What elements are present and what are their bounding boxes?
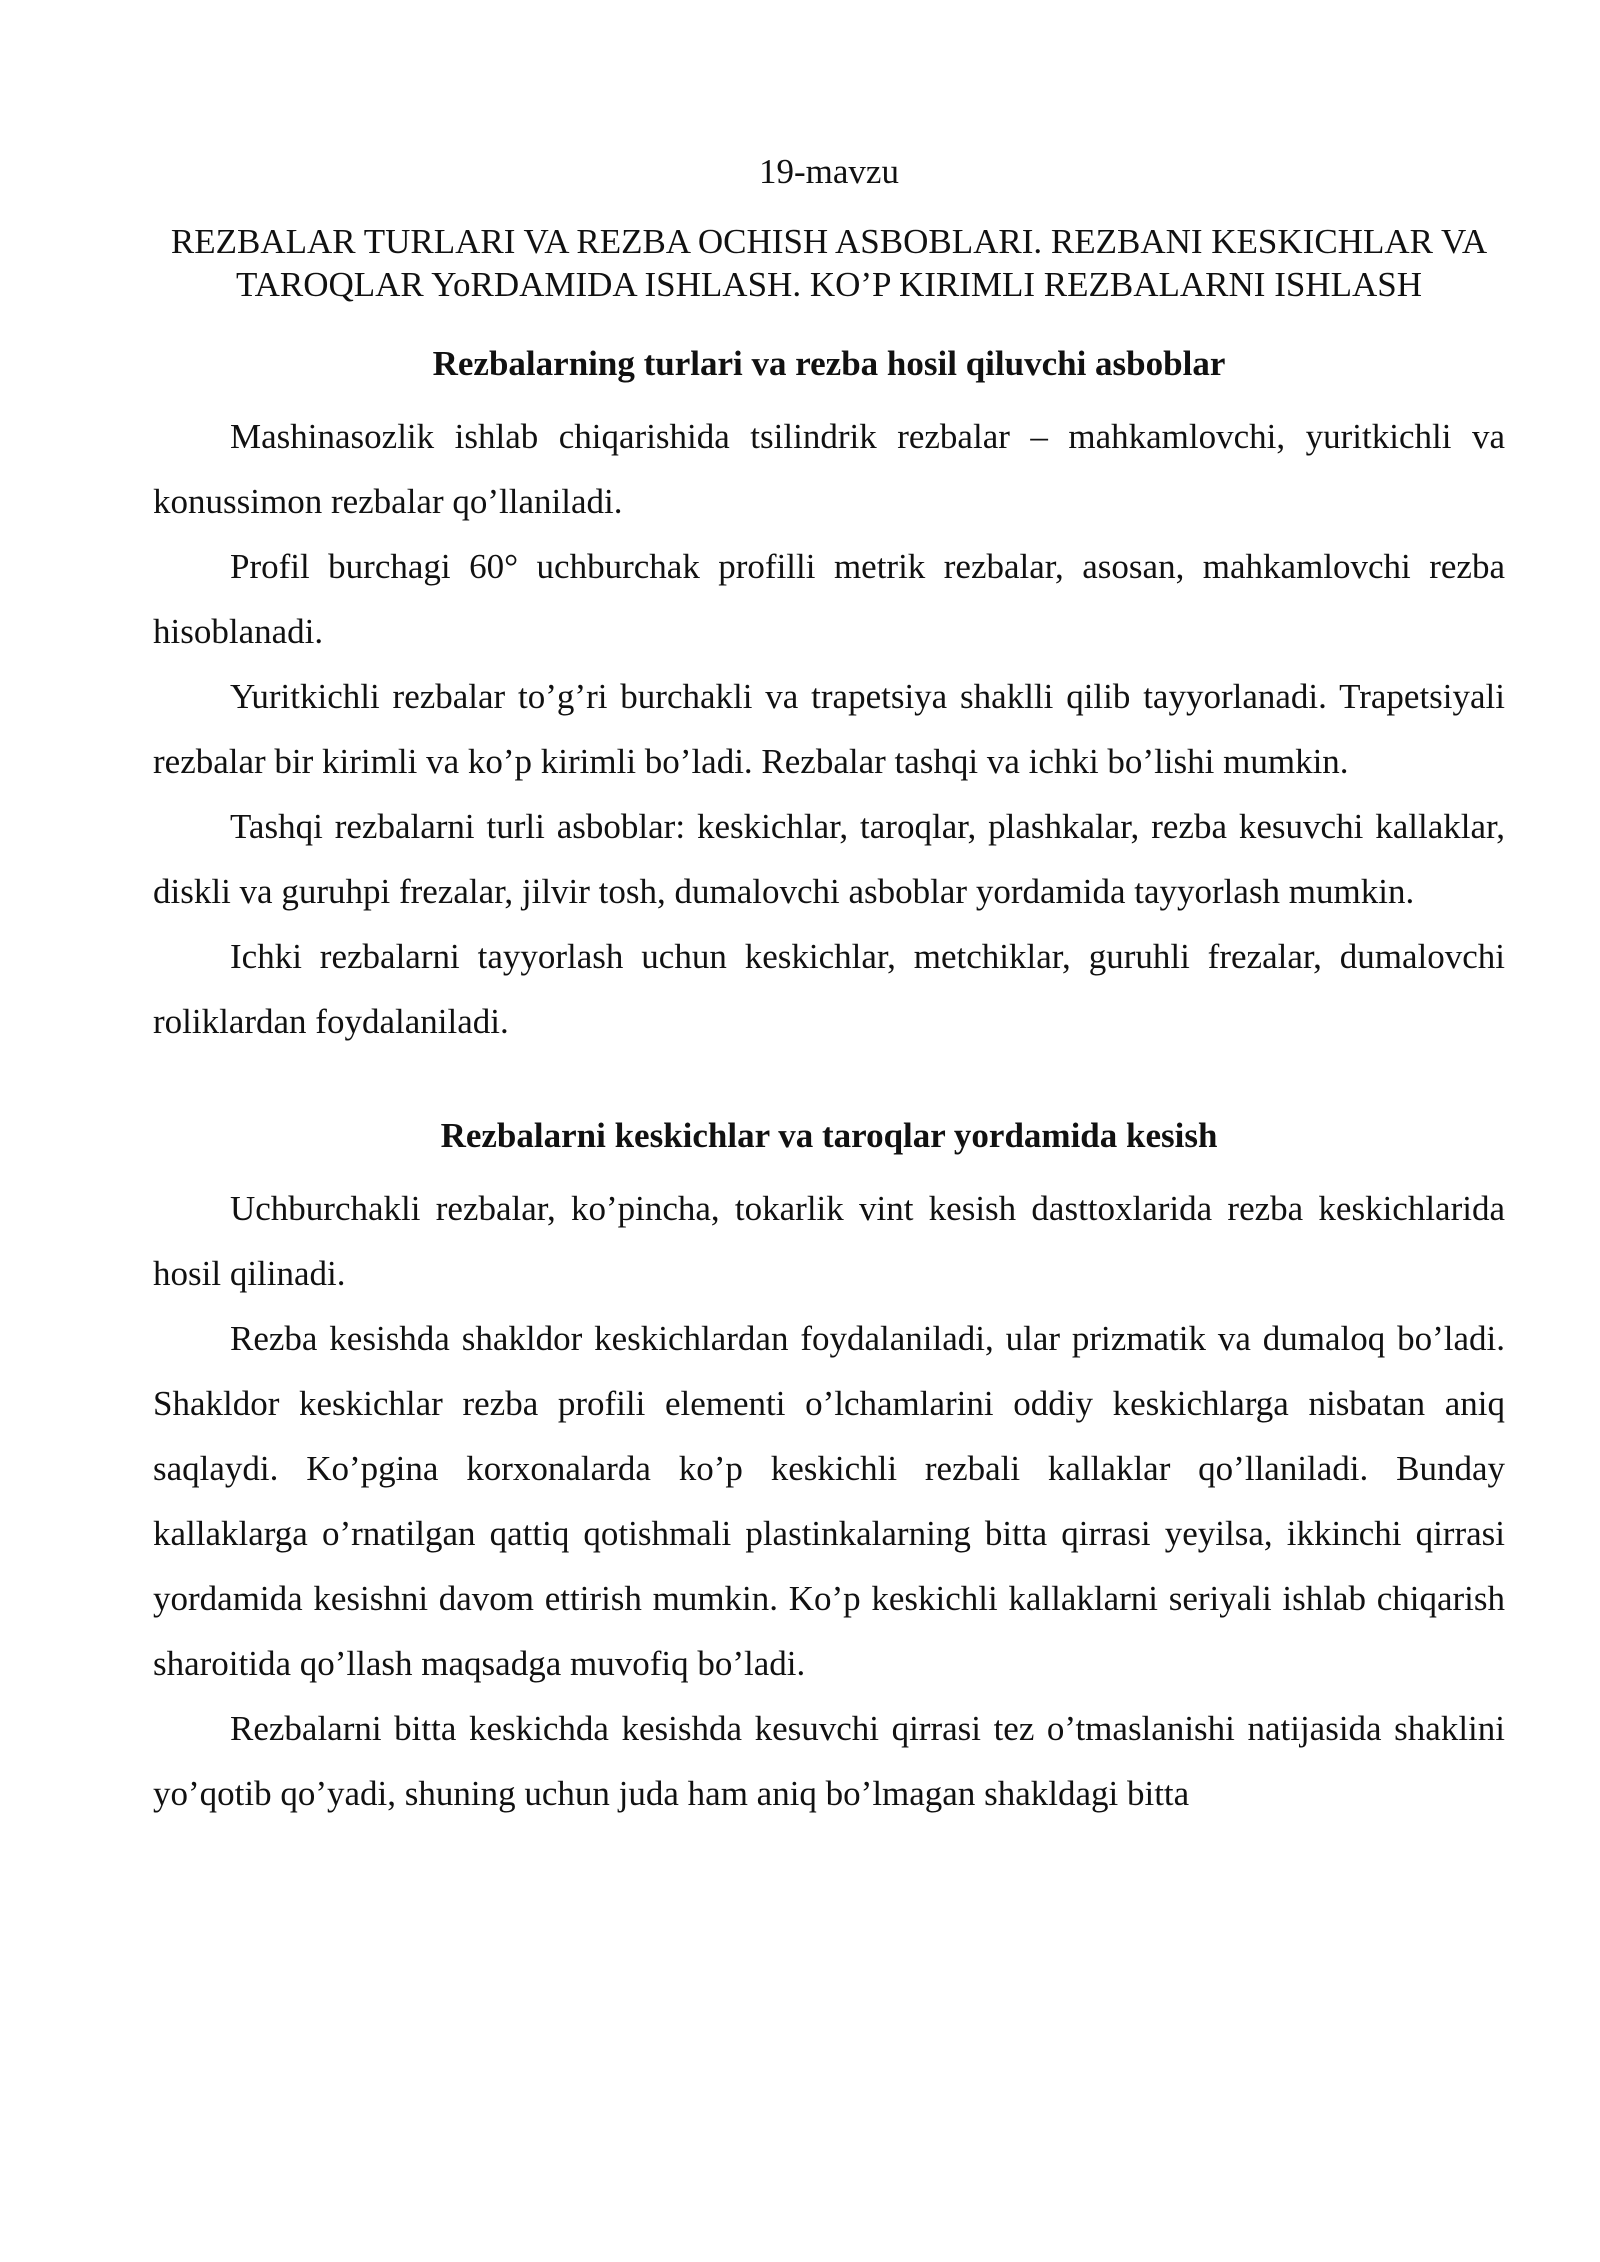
paragraph: Ichki rezbalarni tayyorlash uchun keskichlar, metchiklar, guruhli frezalar, dumalovchi roliklardan foydalaniladi. (153, 937, 1505, 1041)
section-thread-types (153, 342, 1505, 1054)
section-thread-cutting (153, 1114, 1505, 1826)
paragraph: Rezbalarni bitta keskichda kesishda kesuvchi qirrasi tez o’tmaslanishi natijasida shaklini yo’qotib qo’yadi, shuning uchun juda ham aniq bo’lmagan shakldagi bitta (153, 1709, 1505, 1813)
paragraph: Profil burchagi 60° uchburchak profilli metrik rezbalar, asosan, mahkamlovchi rezba hisoblanadi. (153, 547, 1505, 651)
topic-label: 19-mavzu (759, 152, 899, 191)
paragraph: Tashqi rezbalarni turli asboblar: keskichlar, taroqlar, plashkalar, rezba kesuvchi kallaklar, diskli va guruhpi frezalar, jilvir tosh, dumalovchi asboblar yordamida tayyorlash mumkin. (153, 807, 1505, 911)
paragraph: Rezba kesishda shakldor keskichlardan foydalaniladi, ular prizmatik va dumaloq bo’ladi. Shakldor keskichlar rezba profili elementi o’lchamlarini oddiy keskichlarga nisbatan aniq saqlaydi. Ko’pgina korxonalarda ko’p keskichli rezbali kallaklar qo’llaniladi. Bunday kallaklarga o’rnatilgan qattiq qotishmali plastinkalarning bitta qirrasi yeyilsa, ikkinchi qirrasi yordamida kesishni davom ettirish mumkin. Ko’p keskichli kallaklarni seriyali ishlab chiqarish sharoitida qo’llash maqsadga muvofiq bo’ladi. (153, 1319, 1505, 1683)
main-title: REZBALAR TURLARI VA REZBA OCHISH ASBOBLARI. REZBANI KESKICHLAR VA TAROQLAR YoRDAMIDA ISHLASH. KO’P KIRIMLI REZBALARNI ISHLASH (170, 222, 1488, 304)
page-content (153, 150, 1505, 1826)
paragraph: Mashinasozlik ishlab chiqarishida tsilindrik rezbalar – mahkamlovchi, yuritkichli va konussimon rezbalar qo’llaniladi. (153, 417, 1505, 521)
section-heading: Rezbalarni keskichlar va taroqlar yordamida kesish (440, 1116, 1218, 1155)
paragraph: Yuritkichli rezbalar to’g’ri burchakli va trapetsiya shaklli qilib tayyorlanadi. Trapetsiyali rezbalar bir kirimli va ko’p kirimli bo’ladi. Rezbalar tashqi va ichki bo’lishi mumkin. (153, 677, 1505, 781)
paragraph: Uchburchakli rezbalar, ko’pincha, tokarlik vint kesish dasttoxlarida rezba keskichlarida hosil qilinadi. (153, 1189, 1505, 1293)
section-heading: Rezbalarning turlari va rezba hosil qiluvchi asboblar (432, 344, 1226, 383)
